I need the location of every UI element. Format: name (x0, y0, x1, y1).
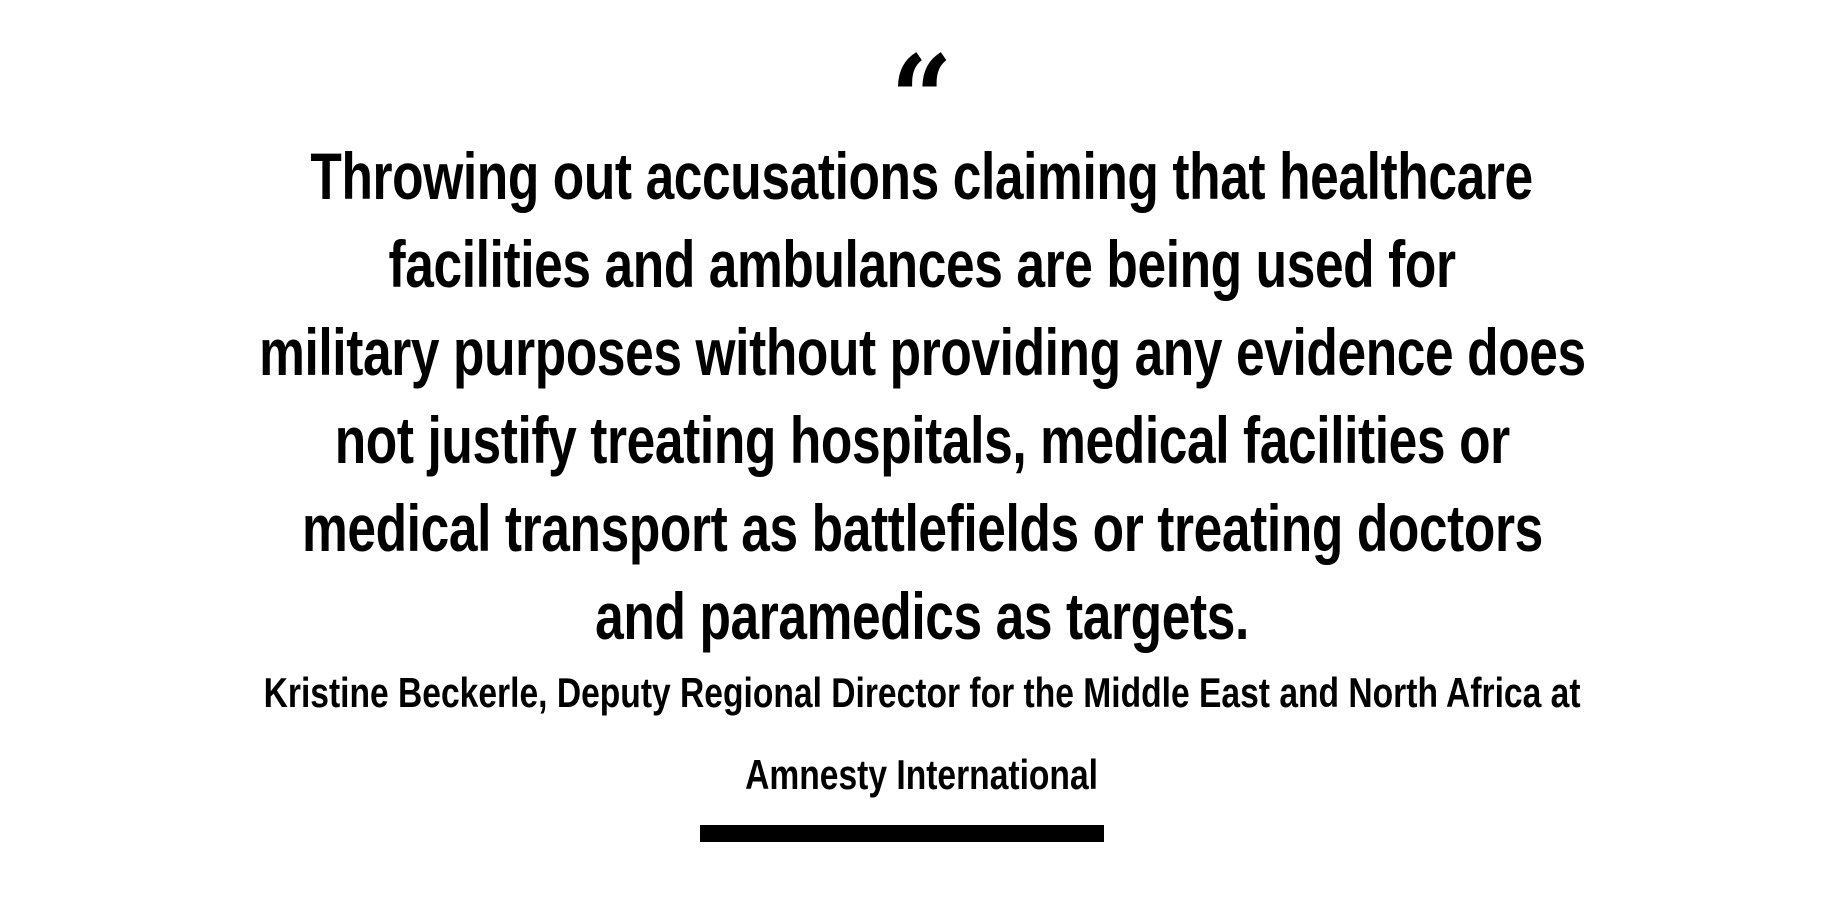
quotation-mark-icon: “ (890, 40, 954, 120)
quote-attribution (0, 652, 1844, 816)
attribution-line: Amnesty International (745, 751, 1099, 798)
quote-line: facilities and ambulances are being used for (388, 227, 1456, 301)
quote-line: and paramedics as targets. (595, 579, 1249, 653)
attribution-line: Kristine Beckerle, Deputy Regional Director for the Middle East and North Africa at (263, 669, 1581, 716)
quote-line: Throwing out accusations claiming that healthcare (310, 139, 1534, 213)
quote-line: military purposes without providing any evidence does (258, 315, 1586, 389)
quote-line: medical transport as battlefields or treating doctors (301, 491, 1543, 565)
quote-text (0, 132, 1844, 660)
decorative-underline-bar (700, 825, 1104, 842)
quote-line: not justify treating hospitals, medical facilities or (334, 403, 1510, 477)
